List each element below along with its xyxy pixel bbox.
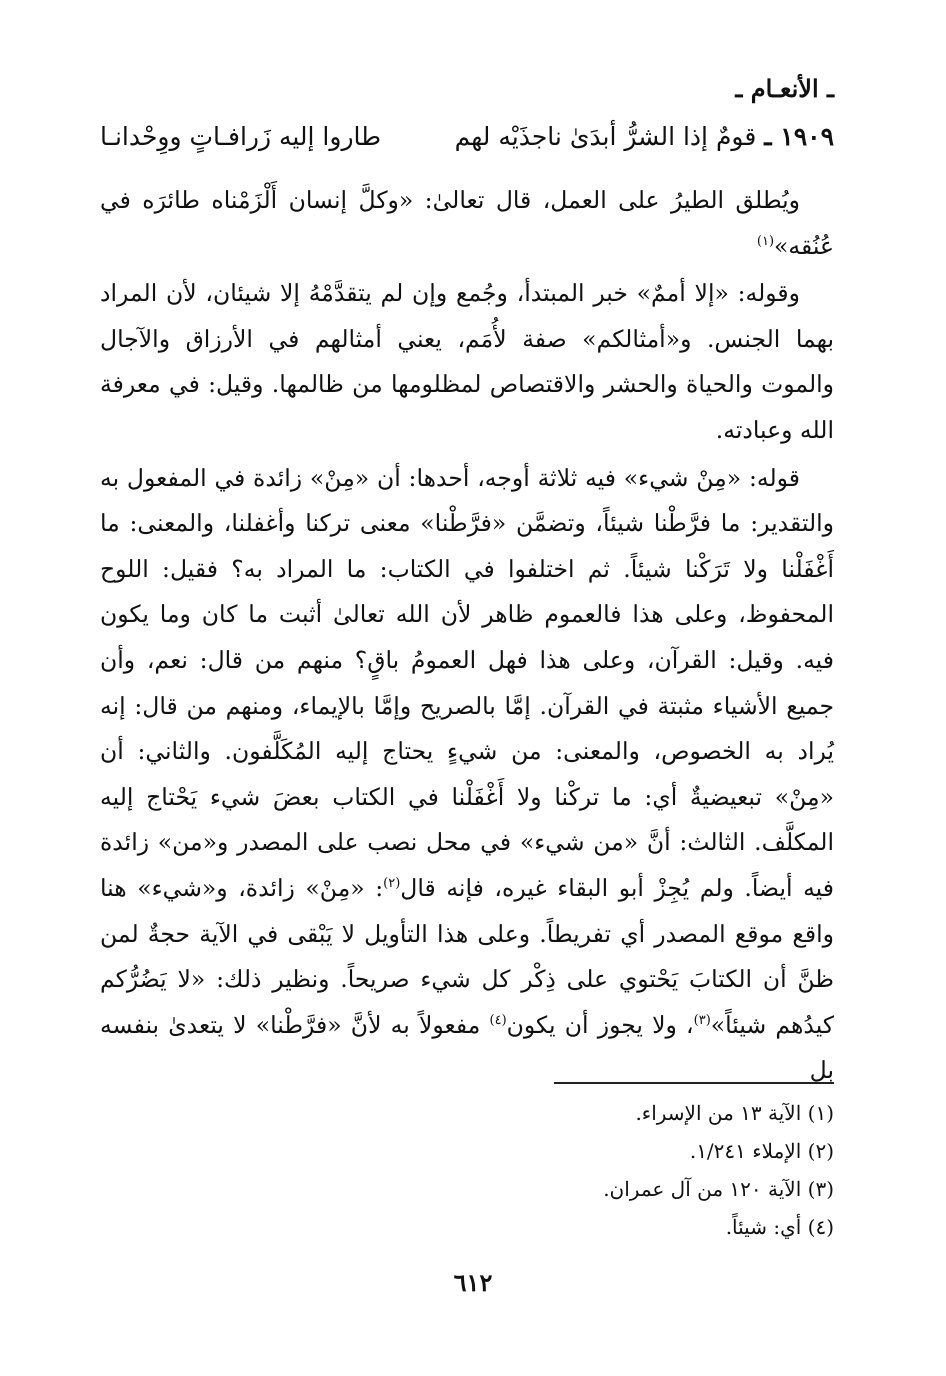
footnote-3: (٣) الآية ١٢٠ من آل عمران. <box>603 1177 834 1201</box>
verse-first-hemistich <box>455 122 834 151</box>
verse-second-hemistich: طاروا إليه زَرافـاتٍ ووِحْدانـا <box>100 122 382 151</box>
footnote-ref-4: (٤) <box>489 1012 507 1028</box>
footnote-ref-1: (١) <box>756 233 775 249</box>
verse-line <box>100 122 834 166</box>
paragraph-3: قوله: «مِنْ شيء» فيه ثلاثة أوجه، أحدها: أن «مِنْ» زائدة في المفعول به والتقدير: ما فرَّطْنا شيئاً، وتضمَّن «فرَّطْنا» معنى تركنا وأغفلنا، والمعنى: ما أَغْفَلْنا ولا تَرَكْنا شيئاً. ثم اختلفوا في الكتاب: ما المراد به؟ فقيل: اللوح المحفوظ، وعلى هذا فالعموم ظاهر لأن الله تعالىٰ أثبت ما كان وما يكون فيه. وقيل: القرآن، وعلى هذا فهل العمومُ باقٍ؟ منهم من قال: نعم، وأن جميع الأشياء مثبتة في القرآن. إمَّا بالصريح وإمَّا بالإيماء، ومنهم من قال: إنه يُراد به الخصوص، والمعنى: من شيءٍ يحتاج إليه المُكَلَّفون. والثاني: أن «مِنْ» تبعيضيةٌ أي: ما تركْنا ولا أَغْفَلْنا في الكتاب بعضَ شيء يَحْتاج إليه المكلَّف. الثالث: أنَّ «من شيء» في محل نصب على المصدر و«من» زائدة فيه أيضاً. ولم يُجِزْ أبو البقاء غيره، فإنه قال$^{(٢)}$: «مِنْ» زائدة، و«شيء» هنا واقع موقع المصدر أي تفريطاً. وعلى هذا التأويل لا يَبْقى في الآية حجةٌ لمن ظنَّ أن الكتابَ يَحْتوي على ذِكْر كل شيء صريحاً. ونظير ذلك: «لا يَضُرُّكم كيدُهم شيئاً»$^{(٣)}$، ولا يجوز أن يكون$^{(٤)}$ مفعولاً به لأنَّ «فرَّطْنا» لا يتعدىٰ بنفسه بل <box>100 463 835 1085</box>
footnote-2: (٢) الإملاء ١/٢٤١. <box>689 1139 834 1163</box>
footnote-4: (٤) أي: شيئاً. <box>725 1215 834 1239</box>
verse-number: ١٩٠٩ ـ <box>764 122 834 151</box>
commentary-body <box>100 178 834 1094</box>
footnote-separator <box>554 1082 834 1084</box>
paragraph-2: وقوله: «إلا أممٌ» خبر المبتدأ، وجُمع وإن لم يتقدَّمْهُ إلا شيئان، لأن المراد بهما الجنس. و«أمثالكم» صفة لأُمَم، يعني أمثالهم في الأرزاق والآجال والموت والحياة والحشر والاقتصاص لمظلومها من ظالمها. وقيل: في معرفة الله وعبادته. <box>100 279 834 444</box>
paragraph-1: ويُطلق الطيرُ على العمل، قال تعالىٰ: «وكلَّ إنسان أَلْزَمْناه طائرَه في عُنُقه»$^{(١)}$ <box>100 186 834 260</box>
footnote-ref-3: (٣) <box>693 1012 711 1028</box>
footnote-ref-2: (٢) <box>383 876 401 892</box>
running-header: ـ الأنعـام ـ <box>735 74 834 103</box>
footnote-1: (١) الآية ١٣ من الإسراء. <box>635 1101 834 1125</box>
hemistich-1-text: قومٌ إذا الشرُّ أبدَىٰ ناجذَيْه لهم <box>454 122 757 151</box>
footnotes <box>334 1094 834 1246</box>
page-number: ٦١٢ <box>453 1268 493 1297</box>
